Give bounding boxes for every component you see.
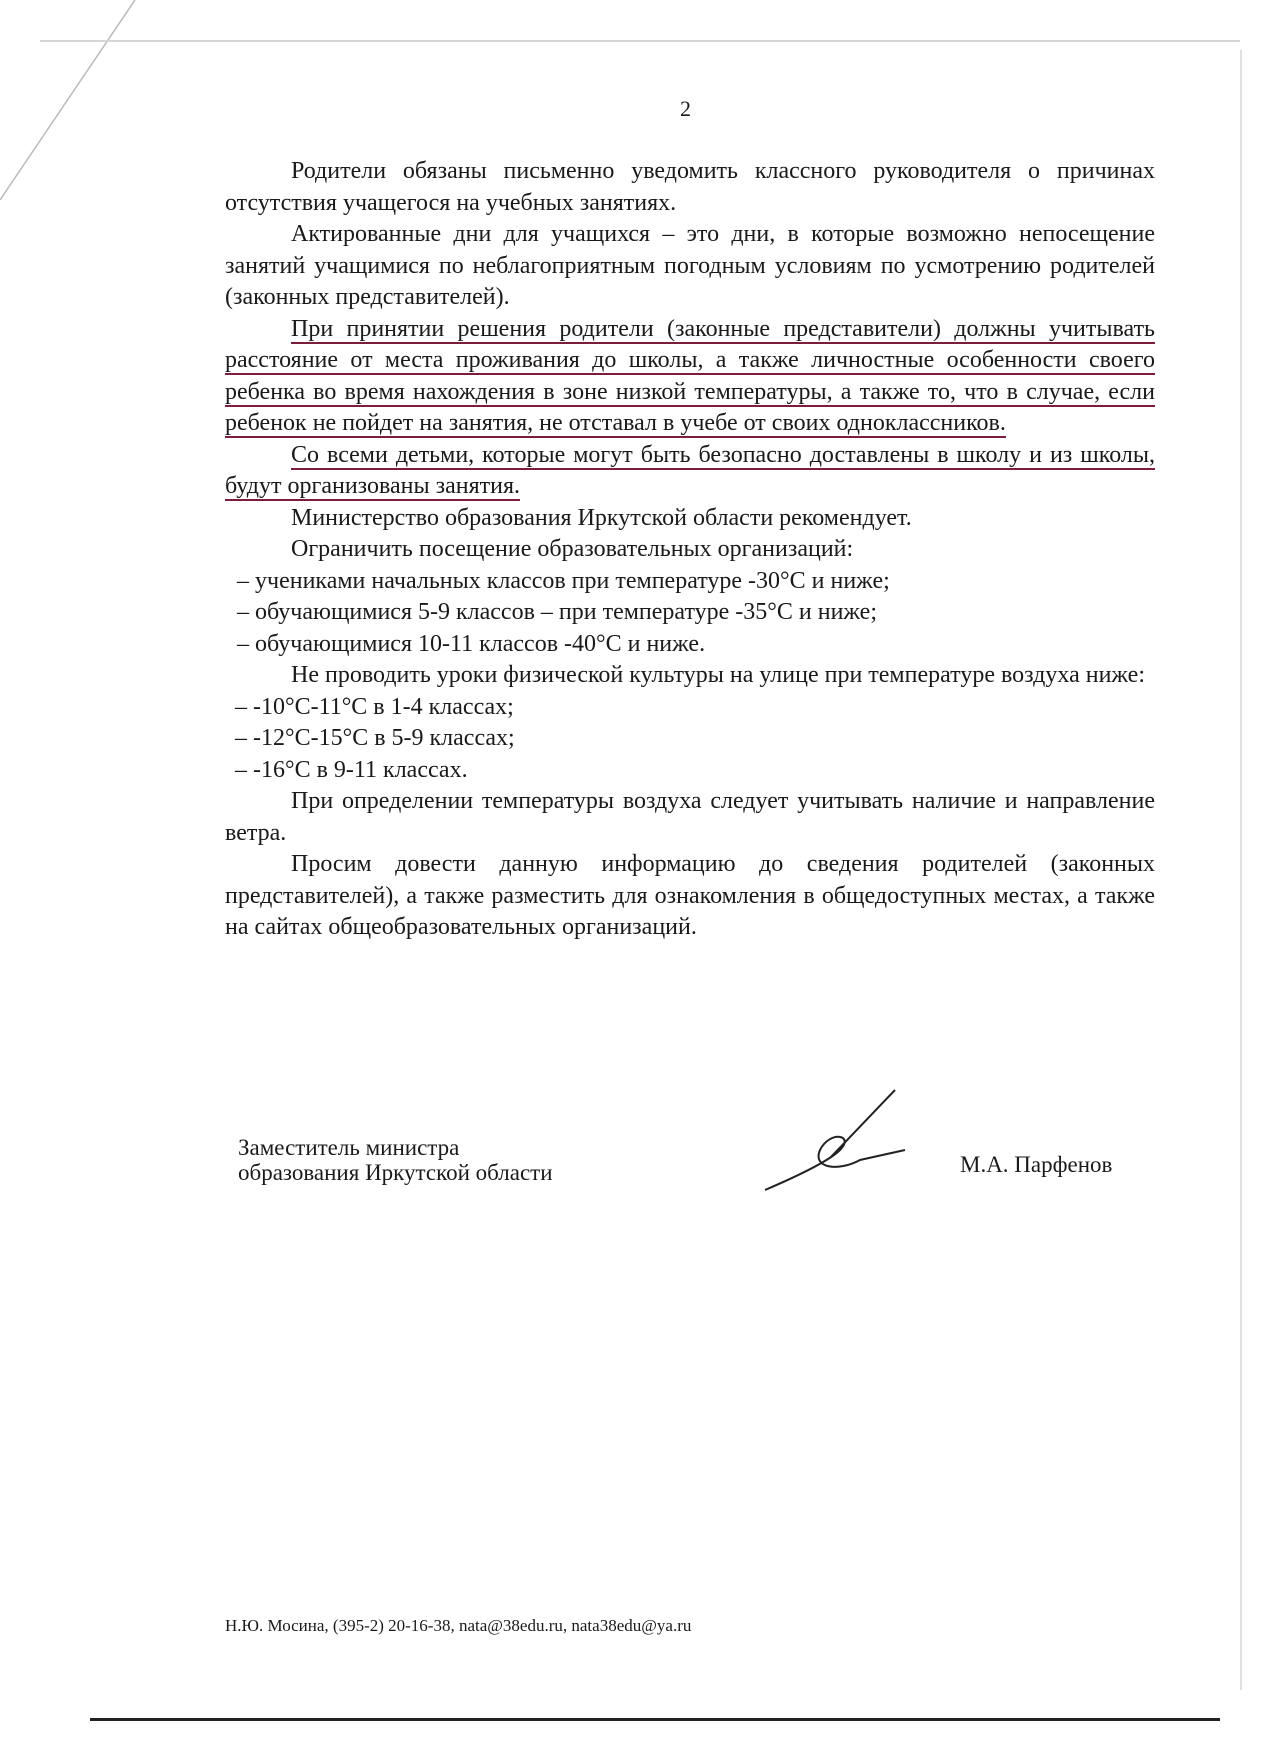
paragraph-classes-organized	[225, 440, 1155, 503]
contact-footer: Н.Ю. Мосина, (395-2) 20-16-38, nata@38edu.ru, nata38edu@ya.ru	[225, 1616, 692, 1635]
paragraph-pe-intro: Не проводить уроки физической культуры на улице при температуре воздуха ниже:	[291, 662, 1146, 688]
attendance-limits-list	[225, 566, 1155, 661]
paragraph-decision	[225, 314, 1155, 440]
paragraph-ministry-recommends: Министерство образования Иркутской области рекомендует.	[291, 504, 912, 531]
paragraph-request: Просим довести данную информацию до сведения родителей (законных представителей), а также разместить для ознакомления в общедоступных местах, а также на сайтах общеобразовательных организаций.	[225, 851, 1155, 940]
handwritten-signature	[760, 1080, 910, 1215]
signatory-position	[238, 1135, 553, 1185]
underlined-text: Со всеми детьми, которые могут быть безопасно доставлены в школу и из школы, будут организованы занятия.	[225, 441, 1155, 499]
paragraph-wind-note: При определении температуры воздуха следует учитывать наличие и направление ветра.	[225, 788, 1155, 846]
position-line: образования Иркутской области	[238, 1160, 553, 1185]
paragraph-limit-attendance: Ограничить посещение образовательных организаций:	[291, 536, 854, 562]
paragraph-parents-notify: Родители обязаны письменно уведомить классного руководителя о причинах отсутствия учащегося на учебных занятиях.	[225, 158, 1155, 216]
underlined-text: При принятии решения родители (законные представители) должны учитывать расстояние от места проживания до школы, а также личностные особенности своего ребенка во время нахождения в зоне низкой температуры, а также то, что в случае, если ребенок не пойдет на занятия, не отставал в учебе от своих одноклассников.	[225, 315, 1155, 436]
list-item: – -12°С-15°С в 5-9 классах;	[235, 725, 515, 751]
page-number: 2	[680, 96, 691, 121]
list-item: – -10°С-11°С в 1-4 классах;	[235, 693, 514, 720]
signatory-name: М.А. Парфенов	[960, 1152, 1113, 1177]
scan-edge-bottom	[90, 1718, 1220, 1721]
pe-limits-list	[225, 692, 1155, 787]
scan-edge-right	[1240, 50, 1242, 1690]
paragraph-activated-days: Актированные дни для учащихся – это дни, в которые возможно непосещение занятий учащимися по неблагоприятным погодным условиям по усмотрению родителей (законных представителей).	[225, 221, 1155, 310]
list-item: – -16°С в 9-11 классах.	[235, 756, 468, 783]
letter-body	[225, 156, 1155, 944]
scan-corner-mark	[0, 0, 140, 205]
list-item: – учениками начальных классов при температуре -30°С и ниже;	[237, 567, 890, 594]
position-line: Заместитель министра	[238, 1135, 460, 1160]
list-item: – обучающимися 5-9 классов – при температуре -35°С и ниже;	[237, 599, 877, 625]
list-item: – обучающимися 10-11 классов -40°С и ниже.	[237, 630, 706, 657]
scan-edge-top	[40, 40, 1240, 42]
